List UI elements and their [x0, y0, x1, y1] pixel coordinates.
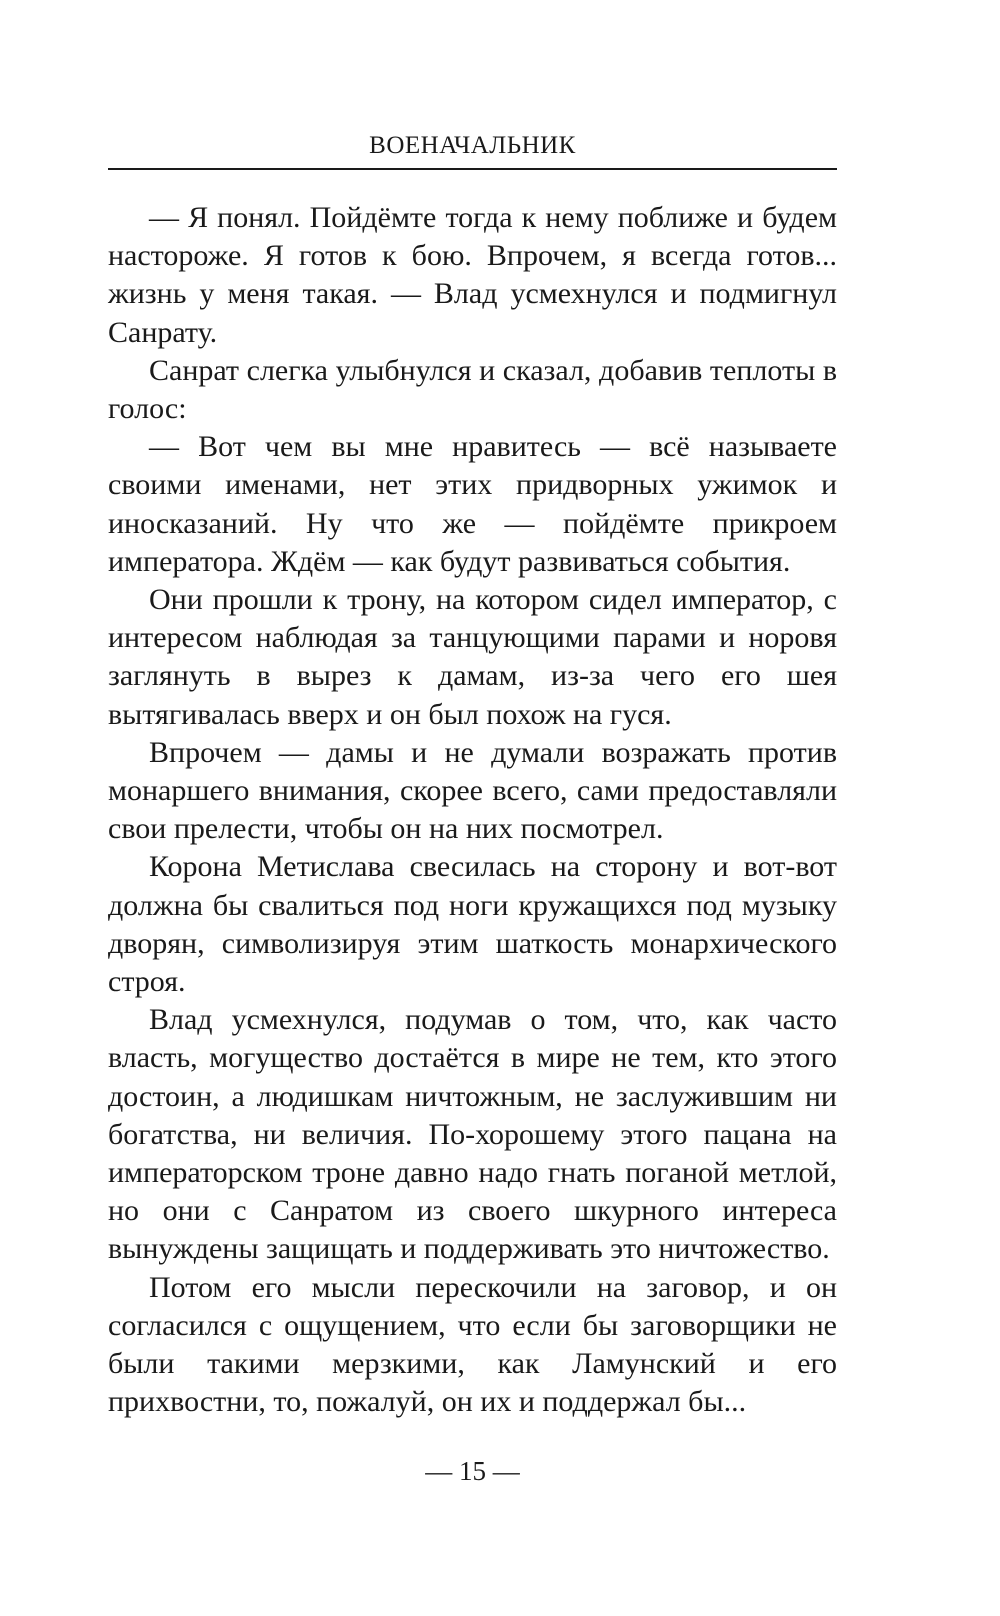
paragraph: Влад усмехнулся, подумав о том, что, как часто власть, могущество достаётся в мире не тем, кто этого достоин, а людишкам ничтожным, не заслужившим ни богатства, ни величия. По-хорошему этого пацана на императорском троне давно надо гнать поганой метлой, но они с Санратом из своего шкурного интереса вынуждены защищать и поддерживать это ничтожество.: [108, 1003, 837, 1266]
paragraph: — Вот чем вы мне нравитесь — всё называете своими именами, нет этих придворных ужимок и иносказаний. Ну что же — пойдёмте прикроем императора. Ждём — как будут развиваться события.: [108, 430, 837, 578]
paragraph: Впрочем — дамы и не думали возражать против монаршего внимания, скорее всего, сами предоставляли свои прелести, чтобы он на них посмотрел.: [108, 735, 837, 846]
paragraph: Санрат слегка улыбнулся и сказал, добавив теплоты в голос:: [108, 353, 837, 426]
running-head-title: ВОЕНАЧАЛЬНИК: [369, 132, 576, 159]
page-number: — 15 —: [425, 1456, 520, 1486]
header-rule: [108, 168, 837, 170]
paragraph: — Я понял. Пойдёмте тогда к нему поближе и будем настороже. Я готов к бою. Впрочем, я всегда готов... жизнь у меня такая. — Влад усмехнулся и подмигнул Санрату.: [108, 201, 837, 349]
paragraph: Они прошли к трону, на котором сидел император, с интересом наблюдая за танцующими парами и норовя заглянуть в вырез к дамам, из-за чего его шея вытягивалась вверх и он был похож на гуся.: [108, 583, 837, 731]
paragraph: Потом его мысли перескочили на заговор, и он согласился с ощущением, что если бы заговорщики не были такими мерзкими, как Ламунский и его прихвостни, то, пожалуй, он их и поддержал бы...: [108, 1270, 837, 1419]
paragraph: Корона Метислава свесилась на сторону и вот-вот должна бы свалиться под ноги кружащихся под музыку дворян, символизируя этим шаткость монархического строя.: [108, 850, 837, 999]
body-text: [108, 199, 837, 1422]
